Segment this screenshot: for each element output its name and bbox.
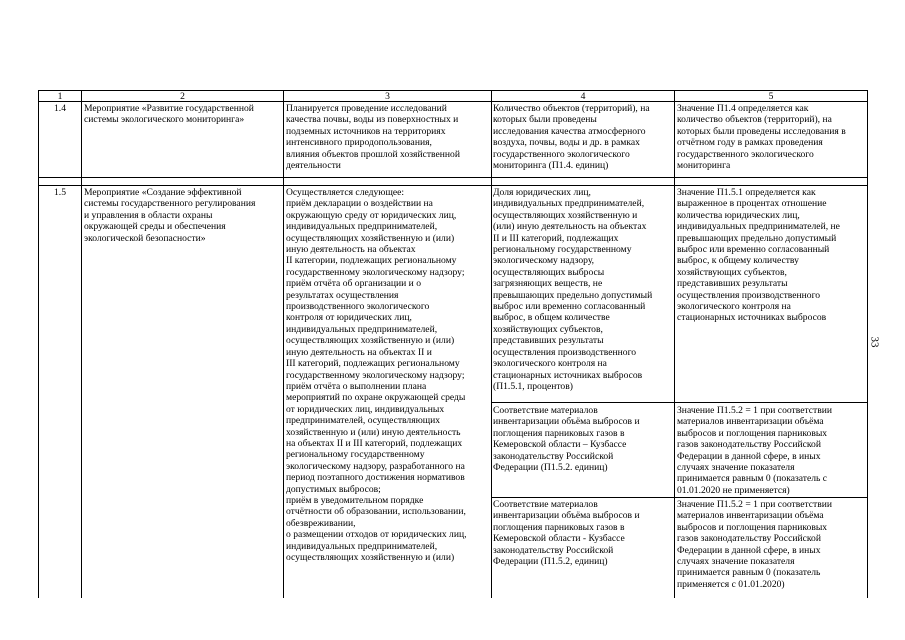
description-cell: Планируется проведение исследований качества почвы, воды из поверхностных и подземных источников на территориях интенсивного природопользования, влияния объектов прошлой хозяйственной деятельности xyxy=(286,103,460,172)
indicator-name-cell: Соответствие материалов инвентаризации объёма выбросов и поглощения парниковых газов в Кемеровской области - Кузбассе законодательству Российской Федерации (П1.5.2, единиц) xyxy=(493,499,640,568)
column-header-3: 3 xyxy=(385,91,390,102)
row-number: 1.5 xyxy=(54,187,66,198)
column-header-1: 1 xyxy=(57,91,63,102)
indicator-method-cell: Значение П1.4 определяется как количество объектов (территорий), на которых были проведены исследования в отчётном году в рамках проведения государственного экологического мониторинга xyxy=(677,103,846,172)
indicator-method-cell: Значение П1.5.1 определяется как выраженное в процентах отношение количества юридических лиц, индивидуальных предпринимателей, не превышающих предельно допустимый выброс или временно согласованный выброс, к общему количеству хозяйствующих субъектов, представивших результаты осуществления производственного экологического контроля на стационарных источниках выбросов xyxy=(677,187,840,324)
measure-cell: Мероприятие «Создание эффективной системы государственного регулирования и управления в области охраны окружающей среды и обеспечения экологической безопасности» xyxy=(84,187,256,244)
row-number: 1.4 xyxy=(54,103,66,114)
indicator-name-cell: Количество объектов (территорий), на которых были проведены исследования качества атмосферного воздуха, почвы, воды и др. в рамках государственного экологического мониторинга (П1.4. единиц) xyxy=(493,103,650,172)
indicator-name-cell: Доля юридических лиц, индивидуальных предпринимателей, осуществляющих хозяйственную и (или) иную деятельность на объектах II и III категорий, подлежащих региональному государственному экологическому надзору, осуществляющих выбросы загрязняющих веществ, не превышающих предельно допустимый выброс или временно согласованный выброс, в общем количестве хозяйствующих субъектов, представивших результаты осуществления производственного экологического контроля на стационарных источниках выбросов (П1.5.1, процентов) xyxy=(493,187,653,392)
indicator-method-cell: Значение П1.5.2 = 1 при соответствии материалов инвентаризации объёма выбросов и поглощения парниковых газов законодательству Российской Федерации в данной сфере, в иных случаях значение показателя принимается равным 0 (показатель с 01.01.2020 не применяется) xyxy=(677,405,833,496)
column-header-5: 5 xyxy=(768,91,774,102)
column-header-2: 2 xyxy=(180,91,185,102)
page-number: 33 xyxy=(868,336,881,348)
indicator-name-cell: Соответствие материалов инвентаризации объёма выбросов и поглощения парниковых газов в Кемеровской области – Кузбассе законодательству Российской Федерации (П1.5.2. единиц) xyxy=(493,405,640,474)
column-header-4: 4 xyxy=(580,91,586,102)
description-cell: Осуществляется следующее: приём декларации о воздействии на окружающую среду от юридических лиц, индивидуальных предпринимателей, осуществляющих хозяйственную и (или) иную деятельность на объектах II категории, подлежащих региональному государственному экологическому надзору; приём отчёта об организации и о результатах осуществления производственного экологического контроля от юридических лиц, индивидуальных предпринимателей, осуществляющих хозяйственную и (или) иную деятельность на объектах II и III категорий, подлежащих региональному государственному экологическому надзору; приём отчёта о выполнении плана мероприятий по охране окружающей среды от юридических лиц, индивидуальных предпринимателей, осуществляющих хозяйственную и (или) иную деятельность на объектах II и III категорий, подлежащих региональному государственному экологическому надзору, разработанного на период поэтапного достижения нормативов допустимых выбросов; приём в уведомительном порядке отчётности об образовании, использовании, обезвреживании, о размещении отходов от юридических лиц, индивидуальных предпринимателей, осуществляющих хозяйственную и (или) xyxy=(286,187,467,563)
measure-cell: Мероприятие «Развитие государственной системы экологического мониторинга» xyxy=(84,103,254,126)
indicator-method-cell: Значение П1.5.2 = 1 при соответствии материалов инвентаризации объёма выбросов и поглощения парниковых газов законодательству Российской Федерации в данной сфере, в иных случаях значение показателя принимается равным 0 (показатель применяется с 01.01.2020) xyxy=(677,499,833,590)
